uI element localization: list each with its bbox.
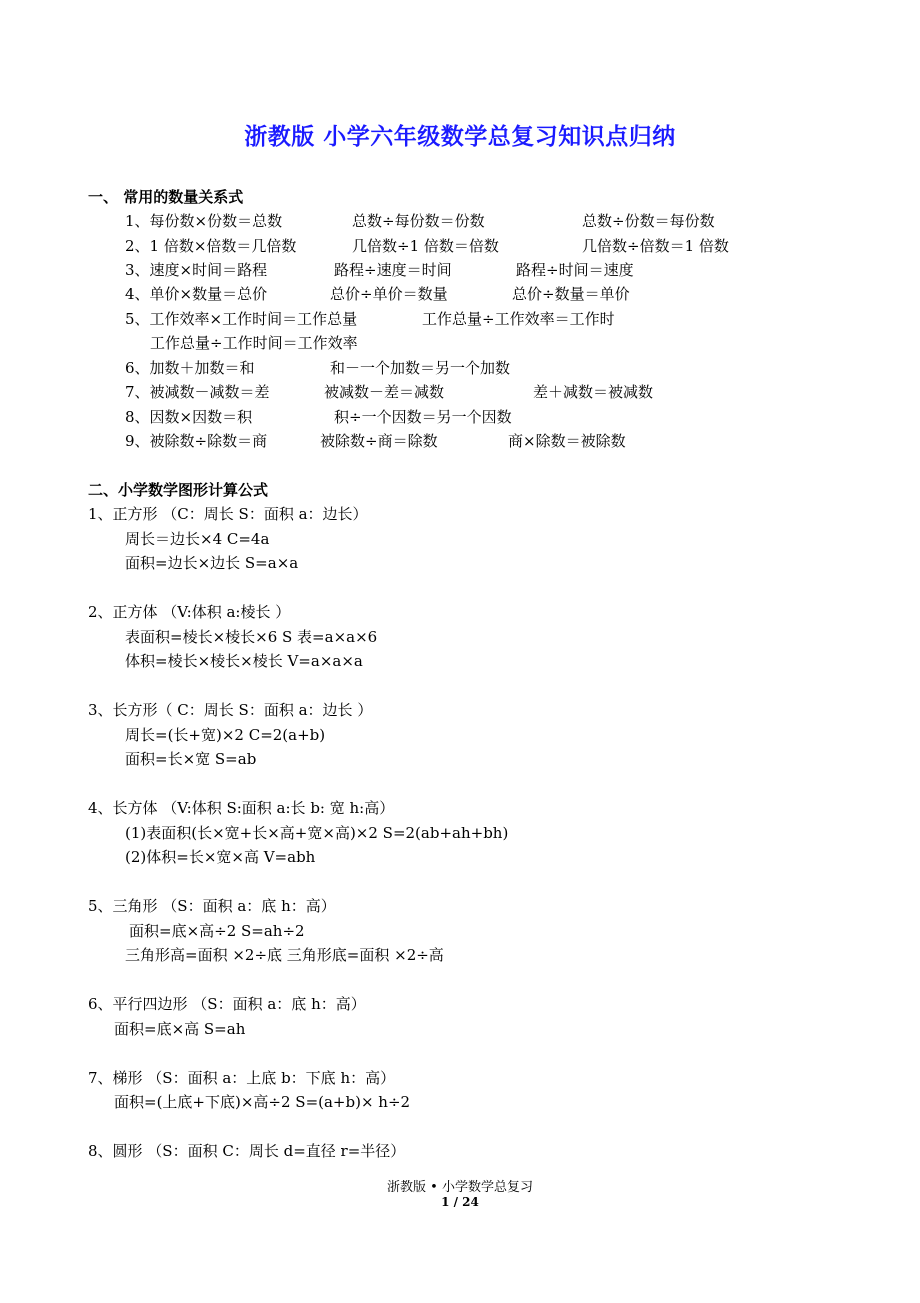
formula-line: 周长=(长+宽)×2 C=2(a+b) [125, 726, 326, 744]
relation-cell: 2、1 倍数×倍数＝几倍数 [125, 237, 297, 255]
formula-shape-heading: 1、正方形 （C：周长 S：面积 a：边长） [88, 505, 368, 523]
relation-cell: 路程÷速度＝时间 [334, 261, 452, 279]
formula-line: 三角形高=面积 ×2÷底 三角形底=面积 ×2÷高 [125, 946, 444, 964]
relation-cell: 工作总量÷工作效率＝工作时 [422, 310, 615, 328]
relation-cell: 积÷一个因数＝另一个因数 [334, 408, 512, 426]
relation-cell: 9、被除数÷除数＝商 [125, 432, 268, 450]
formula-shape-heading: 5、三角形 （S：面积 a：底 h：高） [88, 897, 336, 915]
relation-cell: 4、单价×数量＝总价 [125, 285, 268, 303]
relation-cell: 6、加数＋加数＝和 [125, 359, 255, 377]
formula-line: 面积=边长×边长 S=a×a [125, 554, 299, 572]
relation-cell: 几倍数÷1 倍数＝倍数 [352, 237, 499, 255]
relation-cell: 5、工作效率×工作时间＝工作总量 [125, 310, 358, 328]
relation-cell: 和－一个加数＝另一个加数 [330, 359, 511, 377]
formula-line: 面积=(上底+下底)×高÷2 S=(a+b)× h÷2 [114, 1093, 411, 1111]
formula-line: 面积=长×宽 S=ab [125, 750, 257, 768]
relation-cell: 1、每份数×份数＝总数 [125, 212, 283, 230]
formula-line: 面积=底×高 S=ah [114, 1020, 246, 1038]
relation-cell: 总价÷单价＝数量 [330, 285, 448, 303]
footer-text: 浙教版 • 小学数学总复习 [387, 1180, 533, 1195]
page-title: 浙教版 小学六年级数学总复习知识点归纳 [244, 124, 676, 150]
relation-cell: 路程÷时间＝速度 [516, 261, 634, 279]
relation-cell: 被减数－差＝减数 [324, 383, 445, 401]
page-number: 1 / 24 [441, 1195, 479, 1209]
formula-line: 表面积=棱长×棱长×6 S 表=a×a×6 [125, 628, 378, 646]
relation-cell: 差＋减数＝被减数 [533, 383, 654, 401]
relation-cell: 8、因数×因数＝积 [125, 408, 253, 426]
formula-line: (1)表面积(长×宽+长×高+宽×高)×2 S=2(ab+ah+bh) [125, 824, 509, 842]
section1-heading: 一、 常用的数量关系式 [88, 188, 244, 206]
formula-shape-heading: 8、圆形 （S：面积 C：周长 d=直径 r=半径） [88, 1142, 406, 1160]
relation-cell: 总数÷份数＝每份数 [582, 212, 715, 230]
formula-shape-heading: 7、梯形 （S：面积 a：上底 b：下底 h：高） [88, 1069, 396, 1087]
formula-line: 周长＝边长×4 C=4a [125, 530, 270, 548]
relation-cell: 3、速度×时间＝路程 [125, 261, 268, 279]
relation-cell: 7、被减数－减数＝差 [125, 383, 270, 401]
relation-cell: 总价÷数量＝单价 [512, 285, 630, 303]
formula-line: 体积=棱长×棱长×棱长 V=a×a×a [125, 652, 363, 670]
formula-shape-heading: 4、长方体 （V:体积 S:面积 a:长 b: 宽 h:高） [88, 799, 395, 817]
relation-cell: 工作总量÷工作时间＝工作效率 [150, 334, 358, 352]
formula-shape-heading: 2、正方体 （V:体积 a:棱长 ） [88, 603, 291, 621]
relation-cell: 商×除数＝被除数 [508, 432, 626, 450]
formula-shape-heading: 3、长方形（ C：周长 S：面积 a：边长 ） [88, 701, 373, 719]
relation-cell: 几倍数÷倍数＝1 倍数 [582, 237, 729, 255]
relation-cell: 被除数÷商＝除数 [320, 432, 438, 450]
formula-line: (2)体积=长×宽×高 V=abh [125, 848, 316, 866]
section2-heading: 二、小学数学图形计算公式 [88, 481, 269, 499]
formula-line: 面积=底×高÷2 S=ah÷2 [129, 922, 305, 940]
relation-cell: 总数÷每份数＝份数 [352, 212, 485, 230]
formula-shape-heading: 6、平行四边形 （S：面积 a：底 h：高） [88, 995, 366, 1013]
